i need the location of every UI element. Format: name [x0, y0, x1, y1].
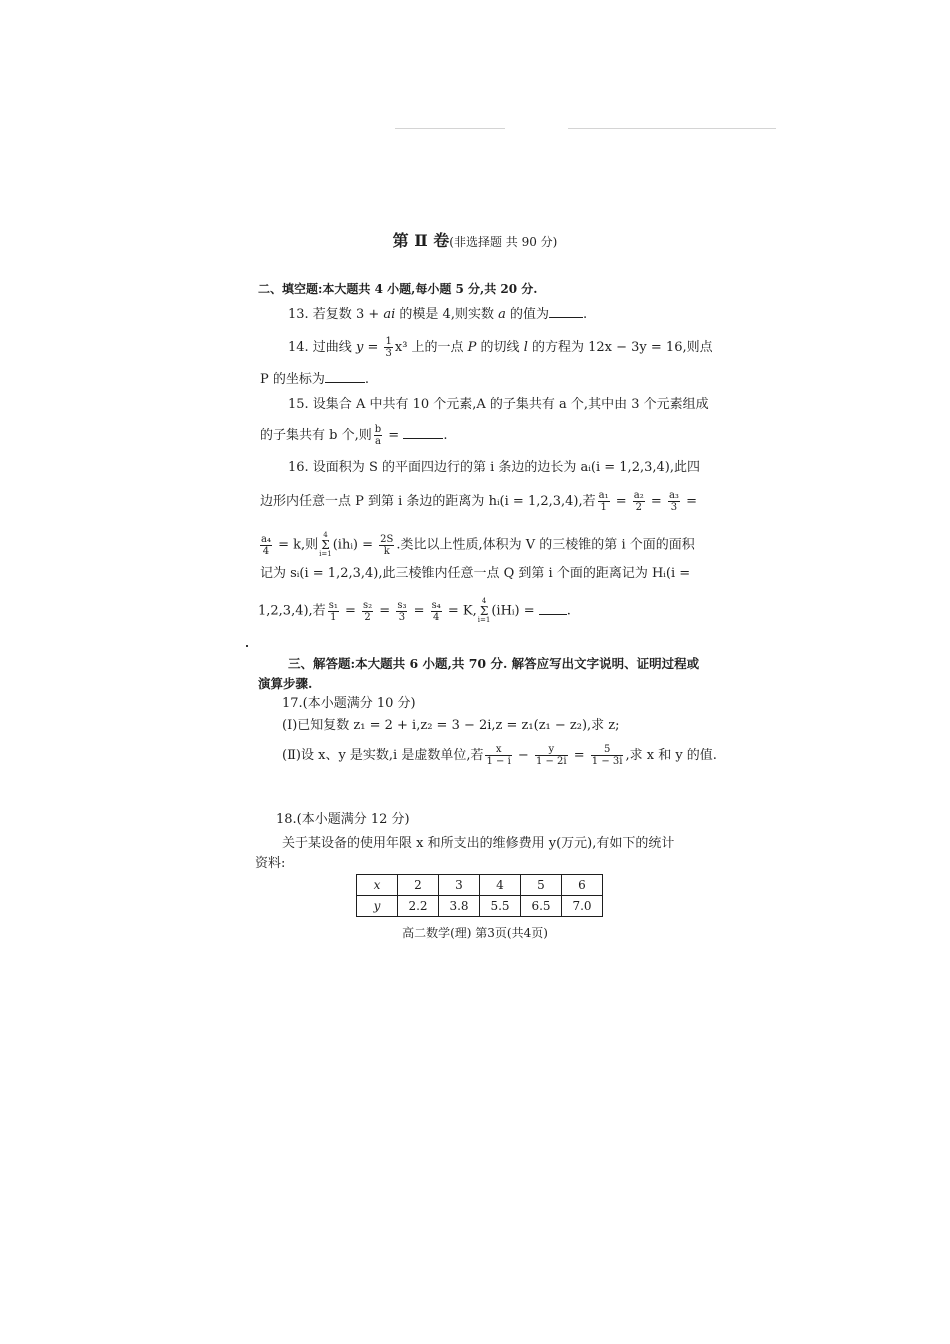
table-cell: 7.0	[562, 896, 603, 917]
fraction: $\frac{b}{a}$	[374, 424, 382, 447]
table-cell: x	[357, 875, 398, 896]
question-18-head: 18.(本小题满分 12 分)	[276, 812, 410, 827]
question-14-line2: P 的坐标为 .	[260, 372, 370, 387]
scan-speck	[246, 645, 248, 647]
table-cell: 4	[480, 875, 521, 896]
question-17-part2: (Ⅱ)设 x、y 是实数,i 是虚数单位,若 $\frac{x}{1 - i}$ − $\frac{y}{1 - 2i}$ = $\frac{5}{1 - 3i}$ ,求 x 和 y 的值.	[282, 744, 717, 767]
table-row	[357, 875, 603, 896]
answer-blank	[549, 305, 583, 318]
fraction: $\frac{\text{s₃}}{3}$	[397, 599, 407, 623]
question-13: 13. 若复数 3 + ai 的模是 4,则实数 a 的值为 .	[288, 307, 588, 322]
table-cell: y	[357, 896, 398, 917]
section3-heading-line2: 演算步骤.	[258, 676, 313, 691]
table-cell: 6	[562, 875, 603, 896]
question-14: 14. 过曲线 y = $\frac{1}{3}$ x³ 上的一点 P 的切线 l 的方程为 12x − 3y = 16,则点	[288, 336, 713, 359]
section3-heading-line1: 三、解答题:本大题共 6 小题,共 70 分. 解答应写出文字说明、证明过程或	[288, 656, 700, 671]
table-row	[357, 896, 603, 917]
question-16-line2: 边形内任意一点 P 到第 i 条边的距离为 hᵢ(i = 1,2,3,4),若 $\frac{\text{a₁}}{1}$ = $\frac{\text{a₂}}{2}$ = $\frac{\text{a₃}}{3}$ =	[260, 490, 697, 513]
title-sub: (非选择题 共 90 分)	[449, 235, 558, 249]
question-18-line2: 资料:	[255, 856, 286, 871]
scan-artifact-line	[568, 128, 776, 129]
fraction: $\frac{\text{a₄}}{4}$	[261, 533, 271, 557]
table-cell: 5.5	[480, 896, 521, 917]
title-main: 第 Ⅱ 卷	[392, 231, 450, 250]
table-cell: 3.8	[439, 896, 480, 917]
question-15-line1: 15. 设集合 A 中共有 10 个元素,A 的子集共有 a 个,其中由 3 个元素组成	[288, 397, 709, 412]
fraction: $\frac{\text{a₂}}{2}$	[633, 490, 644, 513]
question-17-head: 17.(本小题满分 10 分)	[282, 696, 416, 711]
question-18-line1: 关于某设备的使用年限 x 和所支出的维修费用 y(万元),有如下的统计	[282, 836, 675, 851]
question-16-line5: 1,2,3,4),若 $\frac{\text{s₁}}{1}$ = $\frac{\text{s₂}}{2}$ = $\frac{\text{s₃}}{3}$ = $\frac{\text{s₄}}{4}$ = K,4 Σ i=1(iHᵢ) = .	[258, 597, 571, 624]
fraction: $\frac{\text{s₂}}{2}$	[363, 599, 373, 623]
question-17-part1: (Ⅰ)已知复数 z₁ = 2 + i,z₂ = 3 − 2i,z = z₁(z₁ − z₂),求 z;	[282, 718, 620, 733]
fraction: $\frac{y}{1 - 2i}$	[535, 744, 567, 767]
answer-blank	[403, 426, 443, 439]
question-15-line2: 的子集共有 b 个,则 $\frac{b}{a}$ = .	[260, 424, 448, 447]
section-title	[0, 228, 950, 251]
statistics-table	[356, 874, 603, 917]
fraction: $\frac{\text{a₁}}{1}$	[598, 490, 609, 513]
table-cell: 5	[521, 875, 562, 896]
fraction: $\frac{x}{1 - i}$	[486, 744, 511, 767]
table-cell: 6.5	[521, 896, 562, 917]
fraction: $\frac{\text{a₃}}{3}$	[668, 490, 679, 513]
table-cell: 2	[398, 875, 439, 896]
fraction: $\frac{\text{s₁}}{1}$	[328, 599, 338, 623]
summation-symbol: 4 Σ i=1	[477, 597, 491, 624]
fraction: $\frac{1}{3}$	[385, 336, 392, 359]
answer-blank	[325, 370, 365, 383]
section2-heading: 二、填空题:本大题共 4 小题,每小题 5 分,共 20 分.	[258, 282, 538, 296]
fraction: $\frac{\text{s₄}}{4}$	[431, 599, 441, 623]
table-cell: 2.2	[398, 896, 439, 917]
fraction: $\frac{5}{1 - 3i}$	[591, 744, 623, 767]
page-footer: 高二数学(理) 第3页(共4页)	[402, 926, 548, 940]
summation-symbol: 4 Σ i=1	[319, 531, 332, 558]
table-cell: 3	[439, 875, 480, 896]
question-16-line1: 16. 设面积为 S 的平面四边行的第 i 条边的边长为 aᵢ(i = 1,2,3,4),此四	[288, 460, 700, 475]
question-16-line3: $\frac{\text{a₄}}{4}$ = k,则4 Σ i=1(ihᵢ) = $\frac{2S}{k}$ .类比以上性质,体积为 V 的三棱锥的第 i 个面的面积	[261, 531, 695, 558]
scan-artifact-line	[395, 128, 505, 129]
answer-blank	[539, 602, 567, 615]
question-16-line4: 记为 sᵢ(i = 1,2,3,4),此三棱锥内任意一点 Q 到第 i 个面的距离记为 Hᵢ(i =	[260, 566, 691, 581]
fraction: $\frac{2S}{k}$	[380, 533, 394, 557]
